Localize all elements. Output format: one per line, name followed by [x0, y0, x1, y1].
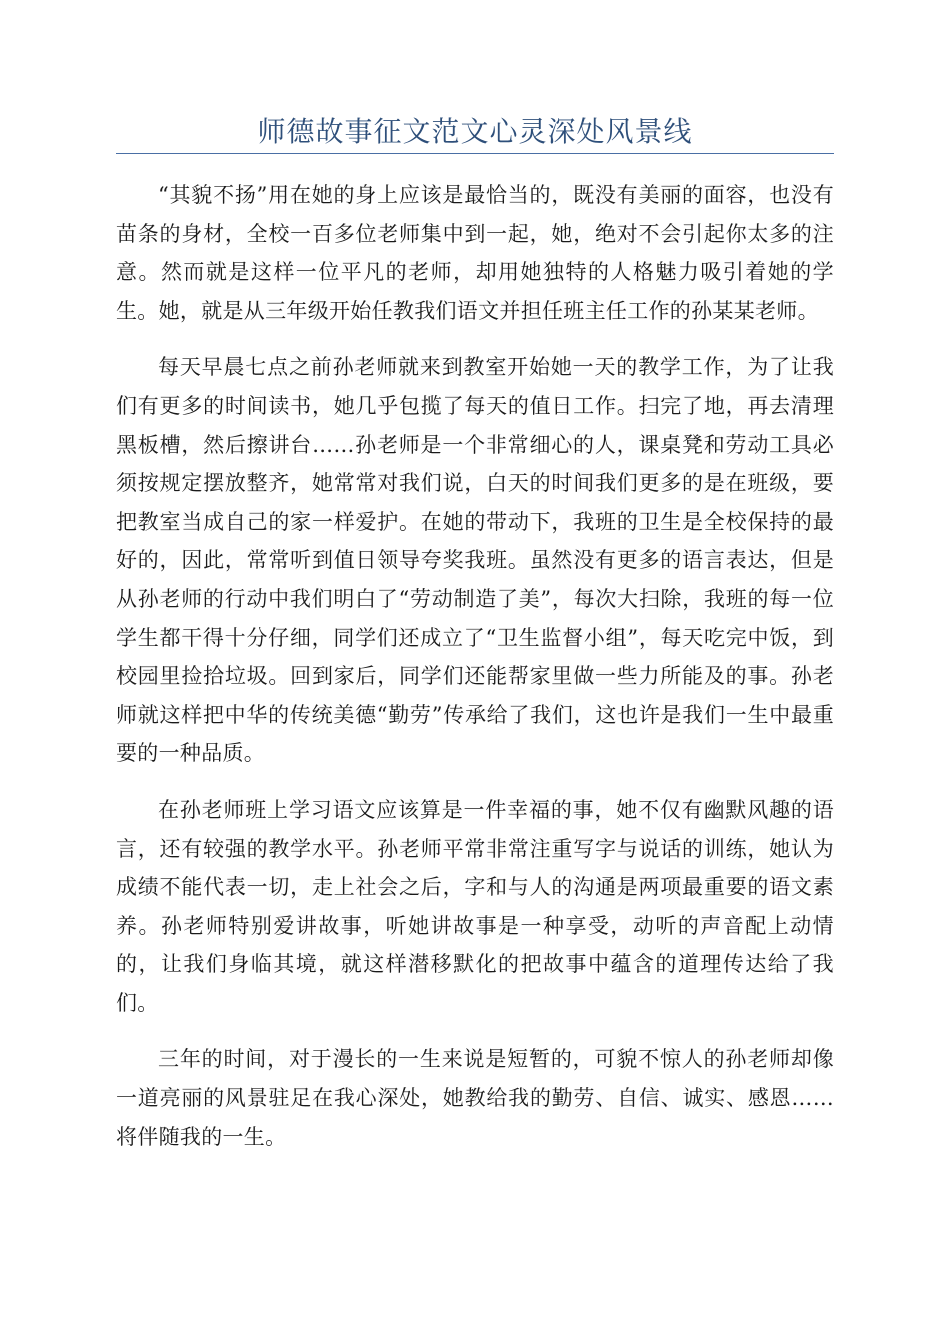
- paragraph-4: 三年的时间，对于漫长的一生来说是短暂的，可貌不惊人的孙老师却像一道亮丽的风景驻足在我心深处，她教给我的勤劳、自信、诚实、感恩……将伴随我的一生。: [116, 1047, 834, 1149]
- paragraph-3: 在孙老师班上学习语文应该算是一件幸福的事，她不仅有幽默风趣的语言，还有较强的教学水平。孙老师平常非常注重写字与说话的训练，她认为成绩不能代表一切，走上社会之后，字和与人的沟通是两项最重要的语文素养。孙老师特别爱讲故事，听她讲故事是一种享受，动听的声音配上动情的，让我们身临其境，就这样潜移默化的把故事中蕴含的道理传达给了我们。: [116, 797, 834, 1015]
- paragraph-1: “其貌不扬”用在她的身上应该是最恰当的，既没有美丽的面容，也没有苗条的身材，全校一百多位老师集中到一起，她，绝对不会引起你太多的注意。然而就是这样一位平凡的老师，却用她独特的人格魅力吸引着她的学生。她，就是从三年级开始任教我们语文并担任班主任工作的孙某某老师。: [116, 183, 834, 323]
- document-body: [116, 176, 834, 1174]
- paragraph-2: 每天早晨七点之前孙老师就来到教室开始她一天的教学工作，为了让我们有更多的时间读书，她几乎包揽了每天的值日工作。扫完了地，再去清理黑板槽，然后擦讲台……孙老师是一个非常细心的人，课桌凳和劳动工具必须按规定摆放整齐，她常常对我们说，白天的时间我们更多的是在班级，要把教室当成自己的家一样爱护。在她的带动下，我班的卫生是全校保持的最好的，因此，常常听到值日领导夸奖我班。虽然没有更多的语言表达，但是从孙老师的行动中我们明白了“劳动制造了美”，每次大扫除，我班的每一位学生都干得十分仔细，同学们还成立了“卫生监督小组”，每天吃完中饭，到校园里捡拾垃圾。回到家后，同学们还能帮家里做一些力所能及的事。孙老师就这样把中华的传统美德“勤劳”传承给了我们，这也许是我们一生中最重要的一种品质。: [116, 355, 834, 766]
- title-underline: [116, 153, 834, 154]
- document-title: 师德故事征文范文心灵深处风景线: [257, 115, 693, 148]
